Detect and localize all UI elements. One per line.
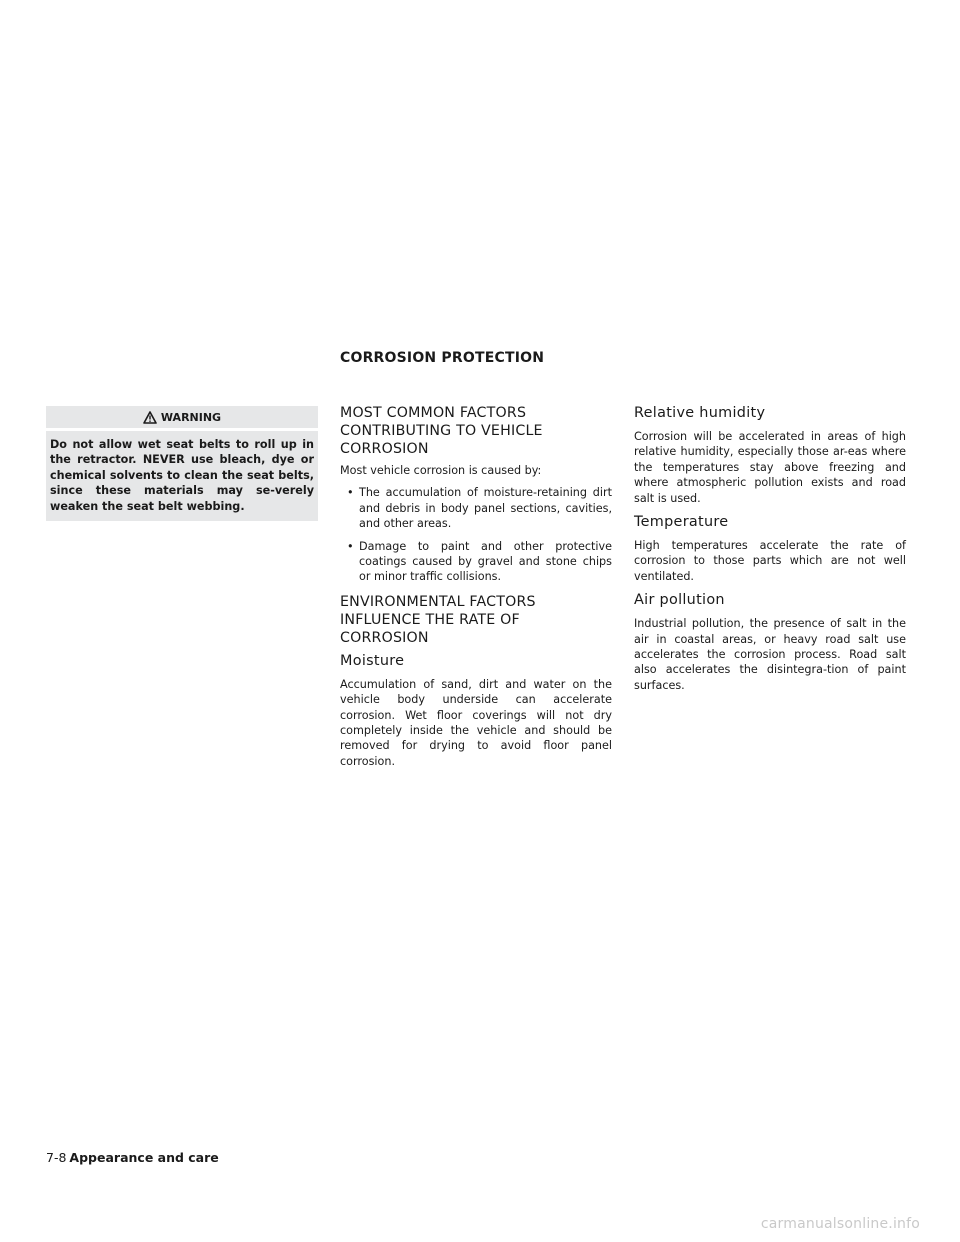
warning-triangle-icon bbox=[143, 411, 157, 424]
pollution-text: Industrial pollution, the presence of salt in the air in coastal areas, or heavy road salt use accelerates the corrosion process. Road salt also accelerates the disintegra-tion of paint surfaces. bbox=[634, 617, 906, 692]
warning-box bbox=[46, 406, 318, 521]
heading-common-factors: MOST COMMON FACTORS CONTRIBUTING TO VEHICLE CORROSION bbox=[340, 405, 543, 457]
middle-column bbox=[340, 404, 612, 776]
section-title: CORROSION PROTECTION bbox=[340, 350, 545, 366]
intro-text: Most vehicle corrosion is caused by: bbox=[340, 464, 542, 477]
humidity-text: Corrosion will be accelerated in areas of high relative humidity, especially those ar-eas where the temperatures stay above freezing and where atmospheric pollution exists and road salt is used. bbox=[634, 430, 906, 505]
heading-relative-humidity: Relative humidity bbox=[634, 405, 766, 421]
warning-text: Do not allow wet seat belts to roll up in the retractor. NEVER use bleach, dye or chemical solvents to clean the seat belts, since these materials may se-verely weaken the seat belt webbing. bbox=[50, 438, 314, 513]
heading-air-pollution: Air pollution bbox=[634, 592, 725, 609]
warning-label: WARNING bbox=[160, 410, 222, 424]
moisture-text: Accumulation of sand, dirt and water on the vehicle body underside can accelerate corrosion. Wet floor coverings will not dry completely inside the vehicle and should be removed for drying to avoid floor panel corrosion. bbox=[340, 677, 612, 768]
warning-header bbox=[46, 406, 318, 428]
cause-list bbox=[340, 485, 612, 584]
page-footer bbox=[46, 1150, 219, 1165]
heading-temperature: Temperature bbox=[634, 514, 729, 531]
chapter-title: Appearance and care bbox=[69, 1150, 219, 1165]
heading-moisture: Moisture bbox=[340, 652, 405, 669]
list-item: • Damage to paint and other protective coatings caused by gravel and stone chips or minor traffic collisions. bbox=[347, 539, 612, 584]
heading-environmental-factors: ENVIRONMENTAL FACTORS INFLUENCE THE RATE OF CORROSION bbox=[340, 593, 536, 646]
list-item: • The accumulation of moisture-retaining dirt and debris in body panel sections, cavities, and other areas. bbox=[347, 486, 612, 531]
page-number: 7-8 bbox=[46, 1150, 67, 1165]
temperature-text: High temperatures accelerate the rate of corrosion to those parts which are not well ventilated. bbox=[634, 539, 906, 583]
watermark: carmanualsonline.info bbox=[760, 1216, 920, 1232]
right-column bbox=[634, 404, 906, 700]
